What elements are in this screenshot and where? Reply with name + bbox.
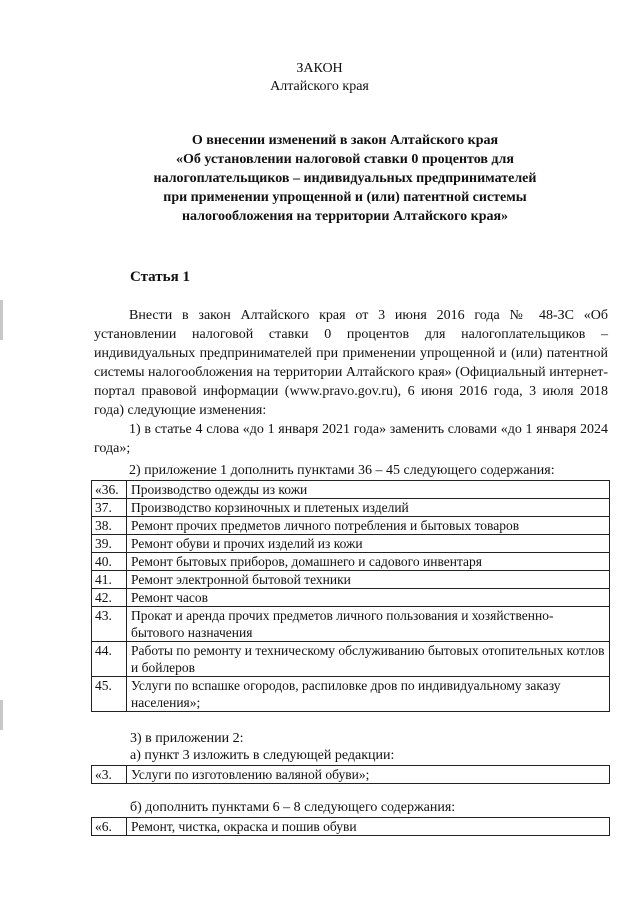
row-number: «6. [92, 818, 127, 836]
law-title [120, 131, 570, 226]
row-number: 38. [92, 517, 127, 535]
appendix2-table-b [91, 817, 610, 836]
row-number: «36. [92, 481, 127, 499]
table-row [92, 589, 610, 607]
row-text: Услуги по вспашке огородов, распиловке дров по индивидуальному заказу населения»; [127, 677, 610, 712]
row-number: 41. [92, 571, 127, 589]
table-row [92, 553, 610, 571]
intro-paragraph: Внести в закон Алтайского края от 3 июня 2016 года № 48-ЗС «Об установлении налоговой ставки 0 процентов для налогоплательщиков – индивидуальных предпринимателей при применении упрощенной и (или) патентной системы налогообложения на территории Алтайского края» (Официальный интернет-портал правовой информации (www.pravo.gov.ru), 6 июня 2016 года, 3 июля 2018 года) следующие изменения: [94, 308, 608, 418]
table-row [92, 499, 610, 517]
title-line: налогоплательщиков – индивидуальных предпринимателей [153, 171, 537, 186]
appendix1-heading: 2) приложение 1 дополнить пунктами 36 – 45 следующего содержания: [129, 463, 555, 478]
row-text: Производство одежды из кожи [127, 481, 610, 499]
appendix2-heading: 3) в приложении 2: [130, 731, 244, 746]
row-number: 44. [92, 642, 127, 677]
appendix2-sub-a: а) пункт 3 изложить в следующей редакции: [130, 748, 395, 763]
table-row [92, 766, 610, 784]
doc-region: Алтайского края [270, 79, 369, 94]
table-row [92, 481, 610, 499]
row-text: Ремонт часов [127, 589, 610, 607]
scan-edge [0, 300, 3, 340]
table-row [92, 642, 610, 677]
title-line: налогообложения на территории Алтайского края» [181, 209, 509, 224]
title-line: О внесении изменений в закон Алтайского края [191, 133, 499, 148]
article-heading: Статья 1 [130, 269, 190, 285]
row-number: 39. [92, 535, 127, 553]
title-line: «Об установлении налоговой ставки 0 процентов для [176, 152, 514, 167]
doc-type: ЗАКОН [296, 61, 343, 76]
row-text: Работы по ремонту и техническому обслуживанию бытовых отопительных котлов и бойлеров [127, 642, 610, 677]
row-text: Производство корзиночных и плетеных изделий [127, 499, 610, 517]
row-number: 43. [92, 607, 127, 642]
row-text: Услуги по изготовлению валяной обуви»; [127, 766, 610, 784]
row-text: Ремонт электронной бытовой техники [127, 571, 610, 589]
row-text: Ремонт обуви и прочих изделий из кожи [127, 535, 610, 553]
table-row [92, 677, 610, 712]
row-number: 37. [92, 499, 127, 517]
appendix2-table-a [91, 765, 610, 784]
table-row [92, 517, 610, 535]
row-text: Ремонт прочих предметов личного потребления и бытовых товаров [127, 517, 610, 535]
row-text: Ремонт бытовых приборов, домашнего и садового инвентаря [127, 553, 610, 571]
table-row [92, 818, 610, 836]
row-number: 45. [92, 677, 127, 712]
amendment-item-1: 1) в статье 4 слова «до 1 января 2021 года» заменить словами «до 1 января 2024 года»; [94, 422, 608, 456]
appendix1-table [91, 480, 610, 712]
appendix2-sub-b: б) дополнить пунктами 6 – 8 следующего содержания: [130, 800, 456, 815]
row-text: Ремонт, чистка, окраска и пошив обуви [127, 818, 610, 836]
title-line: при применении упрощенной и (или) патентной системы [163, 190, 527, 205]
row-number: 42. [92, 589, 127, 607]
row-number: «3. [92, 766, 127, 784]
row-number: 40. [92, 553, 127, 571]
table-row [92, 607, 610, 642]
table-row [92, 571, 610, 589]
row-text: Прокат и аренда прочих предметов личного пользования и хозяйственно-бытового назначения [127, 607, 610, 642]
scan-edge [0, 700, 3, 730]
table-row [92, 535, 610, 553]
